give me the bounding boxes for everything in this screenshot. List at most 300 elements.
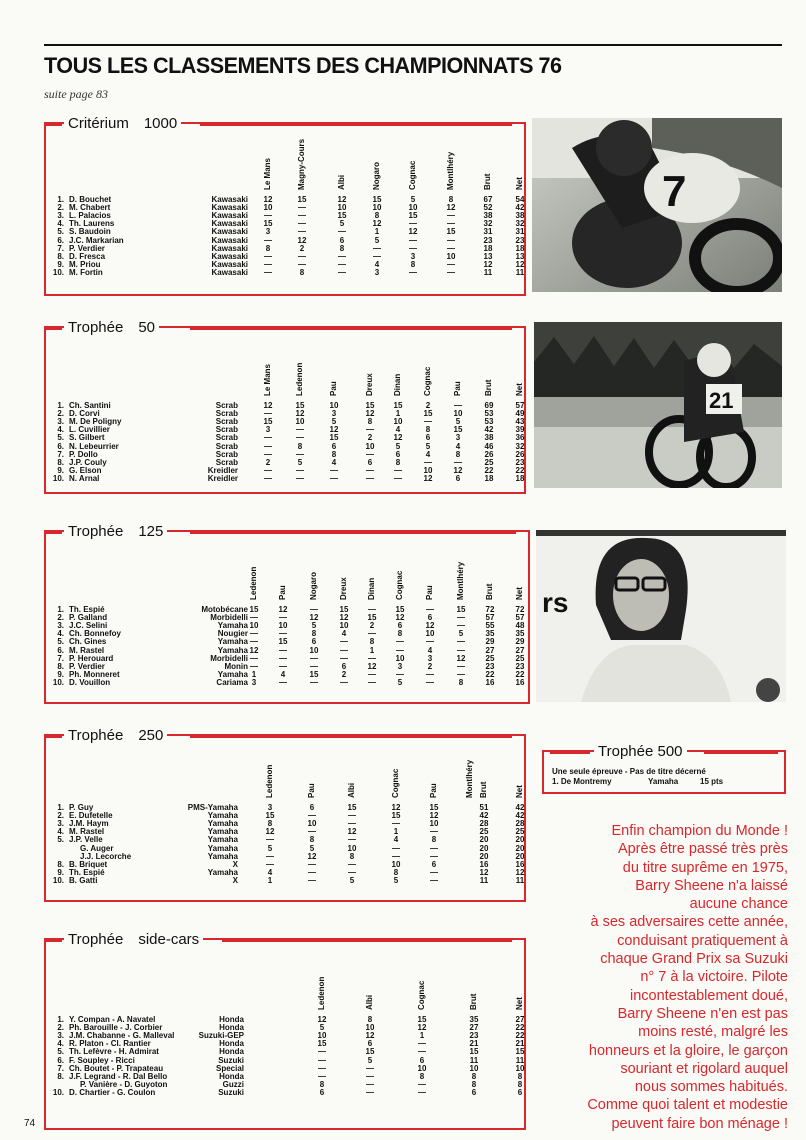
row-cell: 72 — [515, 605, 525, 614]
column-header: Le Mans — [263, 363, 272, 396]
row-rider-name: S. Baudoin — [69, 227, 111, 237]
page-title: TOUS LES CLASSEMENTS DES CHAMPIONNATS 76 — [44, 53, 562, 78]
row-cell: 5 — [267, 843, 273, 853]
row-cell: 2 — [367, 433, 373, 443]
trophee-500-rank: 1. De Montremy — [552, 777, 612, 786]
row-cell: 6 — [339, 235, 345, 245]
row-cell: 2 — [341, 669, 347, 679]
row-cell: 15 — [337, 211, 347, 221]
row-brand: X — [232, 859, 238, 869]
row-cell: 10 — [469, 1063, 479, 1073]
row-brand: Yamaha — [207, 827, 238, 837]
column-header: Dreux — [365, 373, 374, 396]
row-cell: — — [318, 1071, 326, 1081]
row-brand: Kawasaki — [211, 267, 248, 277]
row-cell: 15 — [365, 1047, 375, 1057]
column-header: Brut — [479, 781, 488, 798]
row-cell: 15 — [263, 219, 273, 229]
row-rank: 7. — [57, 243, 64, 253]
row-cell: — — [348, 867, 356, 877]
row-cell: 35 — [515, 629, 525, 639]
row-cell: 67 — [483, 195, 493, 204]
row-rider-name: P. Verdier — [69, 661, 105, 671]
column-header: Magny-Cours — [297, 138, 306, 190]
row-rank: 6. — [57, 645, 64, 655]
row-cell: — — [392, 843, 400, 853]
row-cell: 53 — [484, 409, 494, 419]
row-cell: 15 — [297, 195, 307, 204]
row-rank: 9. — [57, 465, 64, 475]
row-cell: — — [330, 473, 338, 483]
row-cell: 8 — [471, 1071, 477, 1081]
row-rank: 2. — [57, 409, 64, 419]
row-cell: 3 — [331, 409, 337, 419]
row-brand: Kawasaki — [211, 219, 248, 229]
row-cell: — — [457, 661, 465, 671]
row-cell: 49 — [515, 409, 525, 419]
row-cell: 5 — [367, 1055, 373, 1065]
row-cell: 1 — [374, 227, 380, 237]
row-cell: 26 — [515, 449, 525, 459]
row-cell: — — [348, 859, 356, 869]
row-cell: — — [409, 219, 417, 229]
row-rank: 8. — [57, 251, 64, 261]
row-cell: 28 — [515, 819, 525, 829]
row-rider-name: N. Lebeurrier — [69, 441, 119, 451]
row-cell: — — [296, 449, 304, 459]
row-cell: 15 — [263, 417, 273, 427]
row-cell: 1 — [393, 827, 399, 837]
row-rank: 3. — [57, 417, 64, 427]
row-cell: — — [338, 267, 346, 277]
row-rank: 2. — [57, 613, 64, 623]
row-cell: — — [250, 629, 258, 639]
row-rider-name: Th. Espié — [69, 867, 105, 877]
row-cell: 15 — [339, 605, 349, 614]
row-cell: — — [340, 645, 348, 655]
row-cell: 16 — [479, 859, 489, 869]
column-header: Net — [515, 997, 524, 1010]
column-header: Albi — [347, 782, 356, 798]
row-cell: 5 — [393, 875, 399, 885]
row-cell: 5 — [410, 195, 416, 204]
row-cell: 13 — [515, 251, 525, 261]
row-cell: 72 — [485, 605, 495, 614]
row-cell: — — [409, 235, 417, 245]
row-cell: 12 — [372, 219, 382, 229]
row-cell: — — [250, 661, 258, 671]
row-brand: Kawasaki — [211, 227, 248, 237]
row-cell: 3 — [410, 251, 416, 261]
row-cell: 12 — [483, 259, 493, 269]
row-cell: — — [308, 827, 316, 837]
row-brand: Scrab — [215, 441, 238, 451]
table-title: Trophée 250 — [64, 724, 167, 746]
row-cell: 6 — [319, 1087, 325, 1097]
row-cell: — — [318, 1047, 326, 1057]
row-cell: — — [366, 1071, 374, 1081]
row-cell: 12 — [263, 195, 273, 204]
row-cell: — — [250, 637, 258, 647]
row-rider-name: J.C. Markarian — [69, 235, 124, 245]
row-cell: 8 — [517, 1079, 523, 1089]
row-rank: 10. — [52, 267, 64, 277]
row-cell: 8 — [393, 867, 399, 877]
row-cell: 12 — [347, 827, 357, 837]
row-rider-name: M. Rastel — [69, 645, 105, 655]
row-cell: 31 — [483, 227, 493, 237]
row-brand: Yamaha — [217, 669, 248, 679]
row-cell: — — [264, 211, 272, 221]
row-cell: 6 — [311, 637, 317, 647]
row-cell: 23 — [515, 235, 525, 245]
row-rank: 3. — [57, 211, 64, 221]
row-cell: 10 — [278, 621, 288, 631]
row-cell: 15 — [395, 605, 405, 614]
row-brand: Kawasaki — [211, 195, 248, 204]
row-brand: Yamaha — [217, 645, 248, 655]
row-brand: Scrab — [215, 433, 238, 443]
row-rank: 9. — [57, 669, 64, 679]
row-cell: 27 — [485, 645, 495, 655]
row-cell: 8 — [431, 835, 437, 845]
row-rank: 2. — [57, 1023, 64, 1033]
row-cell: 4 — [395, 425, 401, 435]
photo-barry-sheene — [536, 530, 786, 702]
row-cell: — — [318, 1055, 326, 1065]
row-cell: 10 — [423, 465, 433, 475]
row-cell: 42 — [479, 811, 489, 821]
row-cell: 15 — [469, 1047, 479, 1057]
row-brand: Honda — [219, 1071, 244, 1081]
row-rider-name: P. Guy — [69, 803, 94, 812]
row-cell: 12 — [365, 1031, 375, 1041]
row-cell: 12 — [395, 613, 405, 623]
row-cell: 55 — [485, 621, 495, 631]
row-cell: 2 — [369, 621, 375, 631]
row-cell: 8 — [297, 441, 303, 451]
row-cell: 4 — [427, 645, 433, 655]
row-rider-name: P. Dollo — [69, 449, 98, 459]
column-header: Pau — [453, 381, 462, 396]
trophee-500-brand: Yamaha — [648, 777, 679, 786]
row-cell: — — [340, 637, 348, 647]
row-cell: 18 — [483, 243, 493, 253]
row-cell: 8 — [309, 835, 315, 845]
row-brand: Yamaha — [207, 867, 238, 877]
row-cell: — — [392, 819, 400, 829]
row-brand: Guzzi — [222, 1079, 244, 1089]
row-cell: 46 — [484, 441, 494, 451]
row-cell: 5 — [297, 457, 303, 467]
row-cell: — — [426, 677, 434, 687]
row-cell: — — [264, 433, 272, 443]
row-cell: 18 — [515, 243, 525, 253]
row-rider-name: N. Arnal — [69, 473, 100, 483]
row-rank: 9. — [57, 867, 64, 877]
row-brand: Yamaha — [207, 835, 238, 845]
row-cell: — — [340, 677, 348, 687]
row-cell: 15 — [329, 433, 339, 443]
row-cell: 12 — [456, 653, 466, 663]
row-rider-name: S. Gilbert — [69, 433, 105, 443]
row-brand: Kawasaki — [211, 203, 248, 213]
row-cell: — — [396, 637, 404, 647]
row-cell: — — [447, 219, 455, 229]
table-title: Critérium 1000 — [64, 112, 181, 134]
row-brand: X — [232, 875, 238, 885]
column-header: Cognac — [395, 570, 404, 600]
row-cell: 10 — [395, 653, 405, 663]
row-cell: 5 — [319, 1023, 325, 1033]
row-cell: 6 — [367, 1039, 373, 1049]
header-rule — [44, 44, 782, 46]
row-cell: 57 — [515, 613, 525, 623]
row-cell: 8 — [419, 1071, 425, 1081]
row-rider-name: M. Rastel — [69, 827, 105, 837]
row-cell: 15 — [408, 211, 418, 221]
trophee-500-title: Trophée 500 — [594, 740, 687, 762]
row-rider-name: G. Elson — [69, 465, 102, 475]
row-cell: 10 — [372, 203, 382, 213]
row-cell: 1 — [419, 1031, 425, 1041]
column-header: Brut — [483, 173, 492, 190]
row-rider-name: P. Herouard — [69, 653, 114, 663]
row-brand: PMS-Yamaha — [187, 803, 238, 812]
row-cell: 10 — [263, 203, 273, 213]
row-rank: 1. — [57, 195, 64, 204]
row-brand: Cariama — [216, 677, 248, 687]
table-title: Trophée side-cars — [64, 928, 203, 950]
row-cell: 4 — [455, 441, 461, 451]
column-header: Pau — [307, 783, 316, 798]
column-header: Net — [515, 177, 524, 190]
row-cell: 2 — [265, 457, 271, 467]
row-rider-name: L. Cuvillier — [69, 425, 110, 435]
row-cell: — — [409, 267, 417, 277]
row-cell: 15 — [295, 401, 305, 410]
row-cell: 16 — [485, 677, 495, 687]
svg-text:7: 7 — [662, 167, 687, 216]
row-cell: 10 — [446, 251, 456, 261]
row-cell: 23 — [515, 661, 525, 671]
row-cell: 13 — [483, 251, 493, 261]
column-header: Net — [515, 785, 524, 798]
row-cell: 1 — [395, 409, 401, 419]
row-cell: — — [264, 251, 272, 261]
row-cell: 3 — [427, 653, 433, 663]
row-brand: Yamaha — [207, 843, 238, 853]
row-cell: 22 — [515, 465, 525, 475]
row-cell: 51 — [479, 803, 489, 812]
row-cell: — — [447, 243, 455, 253]
row-cell: — — [308, 867, 316, 877]
row-cell: — — [366, 1087, 374, 1097]
column-header: Brut — [485, 583, 494, 600]
row-brand: Yamaha — [207, 819, 238, 829]
row-cell: 32 — [515, 441, 525, 451]
row-cell: 69 — [484, 401, 494, 410]
row-cell: 12 — [515, 259, 525, 269]
row-cell: 31 — [515, 227, 525, 237]
row-brand: Scrab — [215, 425, 238, 435]
row-cell: — — [424, 457, 432, 467]
row-cell: 5 — [331, 417, 337, 427]
row-brand: Honda — [219, 1023, 244, 1033]
row-rider-name: Th. Lefèvre - H. Admirat — [69, 1047, 159, 1057]
row-cell: 12 — [423, 473, 433, 483]
row-cell: — — [396, 645, 404, 655]
caption-line: Comme quoi talent et modestie — [587, 1097, 788, 1114]
row-cell: 12 — [429, 811, 439, 821]
row-rider-name: B. Briquet — [69, 859, 108, 869]
row-cell: 15 — [249, 605, 259, 614]
row-rider-name: Ch. Boutet - P. Trapateau — [69, 1063, 164, 1073]
row-rank: 6. — [57, 441, 64, 451]
row-cell: — — [266, 835, 274, 845]
row-cell: 23 — [483, 235, 493, 245]
column-header: Montlhéry — [446, 151, 455, 190]
trophee-500-row — [552, 777, 782, 786]
photo-caption — [548, 822, 788, 1133]
row-rank: 4. — [57, 1039, 64, 1049]
row-cell: 1 — [267, 875, 273, 885]
row-rider-name: Th. Laurens — [69, 219, 115, 229]
row-cell: 8 — [397, 629, 403, 639]
row-cell: 8 — [517, 1071, 523, 1081]
row-rider-name: D. Corvi — [69, 409, 100, 419]
row-cell: — — [447, 259, 455, 269]
row-cell: — — [457, 645, 465, 655]
row-rank: 8. — [57, 1071, 64, 1081]
row-cell: 4 — [267, 867, 273, 877]
row-cell: 4 — [341, 629, 347, 639]
row-rank: 10. — [52, 1087, 64, 1097]
row-rider-name: P. Vanière - D. Guyoton — [80, 1079, 168, 1089]
row-cell: 2 — [427, 661, 433, 671]
row-cell: 10 — [317, 1031, 327, 1041]
row-cell: — — [426, 669, 434, 679]
row-cell: — — [338, 251, 346, 261]
row-rank: 10. — [52, 473, 64, 483]
row-cell: 11 — [479, 875, 489, 885]
row-cell: — — [457, 669, 465, 679]
row-cell: 18 — [484, 473, 494, 483]
row-cell: 53 — [484, 417, 494, 427]
row-cell: 12 — [417, 1023, 427, 1033]
row-rank: 4. — [57, 425, 64, 435]
row-cell: 15 — [265, 811, 275, 821]
row-cell: 12 — [425, 621, 435, 631]
row-rank: 7. — [57, 449, 64, 459]
row-cell: 8 — [410, 259, 416, 269]
row-cell: 16 — [515, 859, 525, 869]
row-cell: 20 — [479, 851, 489, 861]
row-cell: 10 — [329, 401, 339, 410]
row-cell: 12 — [309, 613, 319, 623]
row-rider-name: D. Bouchet — [69, 195, 112, 204]
row-cell: 10 — [425, 629, 435, 639]
row-cell: 32 — [515, 219, 525, 229]
row-cell: 5 — [339, 219, 345, 229]
row-rank: 8. — [57, 661, 64, 671]
row-cell: 20 — [515, 835, 525, 845]
row-cell: 10 — [365, 1023, 375, 1033]
row-cell: 11 — [469, 1055, 479, 1065]
continued-note: suite page 83 — [44, 87, 108, 101]
row-cell: 15 — [417, 1015, 427, 1024]
row-cell: — — [430, 867, 438, 877]
row-cell: 12 — [265, 827, 275, 837]
row-brand: Kawasaki — [211, 251, 248, 261]
row-cell: 10 — [309, 645, 319, 655]
row-cell: 15 — [515, 1047, 525, 1057]
row-cell: 5 — [374, 235, 380, 245]
column-header: Dreux — [339, 577, 348, 600]
row-cell: 39 — [515, 425, 525, 435]
standings-table-box — [44, 726, 526, 902]
row-rank: 1. — [57, 605, 64, 614]
row-cell: 16 — [515, 677, 525, 687]
row-rank: 10. — [52, 677, 64, 687]
row-rank: 7. — [57, 1063, 64, 1073]
row-rank: 2. — [57, 811, 64, 821]
row-cell: 3 — [455, 433, 461, 443]
row-cell: 15 — [453, 425, 463, 435]
row-cell: 10 — [249, 621, 259, 631]
row-brand: Kawasaki — [211, 243, 248, 253]
row-cell: 22 — [515, 669, 525, 679]
column-header: Albi — [365, 994, 374, 1010]
row-cell: 8 — [265, 243, 271, 253]
row-cell: 15 — [367, 613, 377, 623]
row-cell: 15 — [423, 409, 433, 419]
row-cell: — — [348, 835, 356, 845]
row-cell: — — [368, 629, 376, 639]
row-cell: 18 — [515, 473, 525, 483]
row-cell: 35 — [485, 629, 495, 639]
row-cell: — — [308, 875, 316, 885]
row-rider-name: L. Palacios — [69, 211, 111, 221]
row-cell: — — [308, 811, 316, 821]
row-brand: Yamaha — [207, 851, 238, 861]
title-rule-left — [46, 123, 62, 126]
row-cell: 26 — [484, 449, 494, 459]
row-cell: 8 — [331, 449, 337, 459]
row-rider-name: P. Galland — [69, 613, 108, 623]
row-cell: 11 — [515, 1055, 525, 1065]
row-cell: — — [310, 661, 318, 671]
row-cell: 15 — [317, 1039, 327, 1049]
row-cell: 8 — [367, 417, 373, 427]
photo-rider-50 — [534, 322, 782, 488]
caption-line: conduisant pratiquement à — [617, 932, 788, 949]
row-cell: 23 — [485, 661, 495, 671]
row-cell: 4 — [425, 449, 431, 459]
row-brand: Monin — [224, 661, 248, 671]
row-rider-name: Ch. Gines — [69, 637, 107, 647]
row-cell: 42 — [484, 425, 494, 435]
row-cell: — — [368, 605, 376, 614]
row-brand: Morbidelli — [210, 613, 248, 623]
row-cell: — — [394, 465, 402, 475]
row-cell: — — [430, 851, 438, 861]
row-cell: 38 — [515, 211, 525, 221]
title-rule-left — [46, 939, 62, 942]
row-cell: 3 — [397, 661, 403, 671]
row-cell: 12 — [391, 803, 401, 812]
row-rider-name: Y. Compan - A. Navatel — [69, 1015, 156, 1024]
